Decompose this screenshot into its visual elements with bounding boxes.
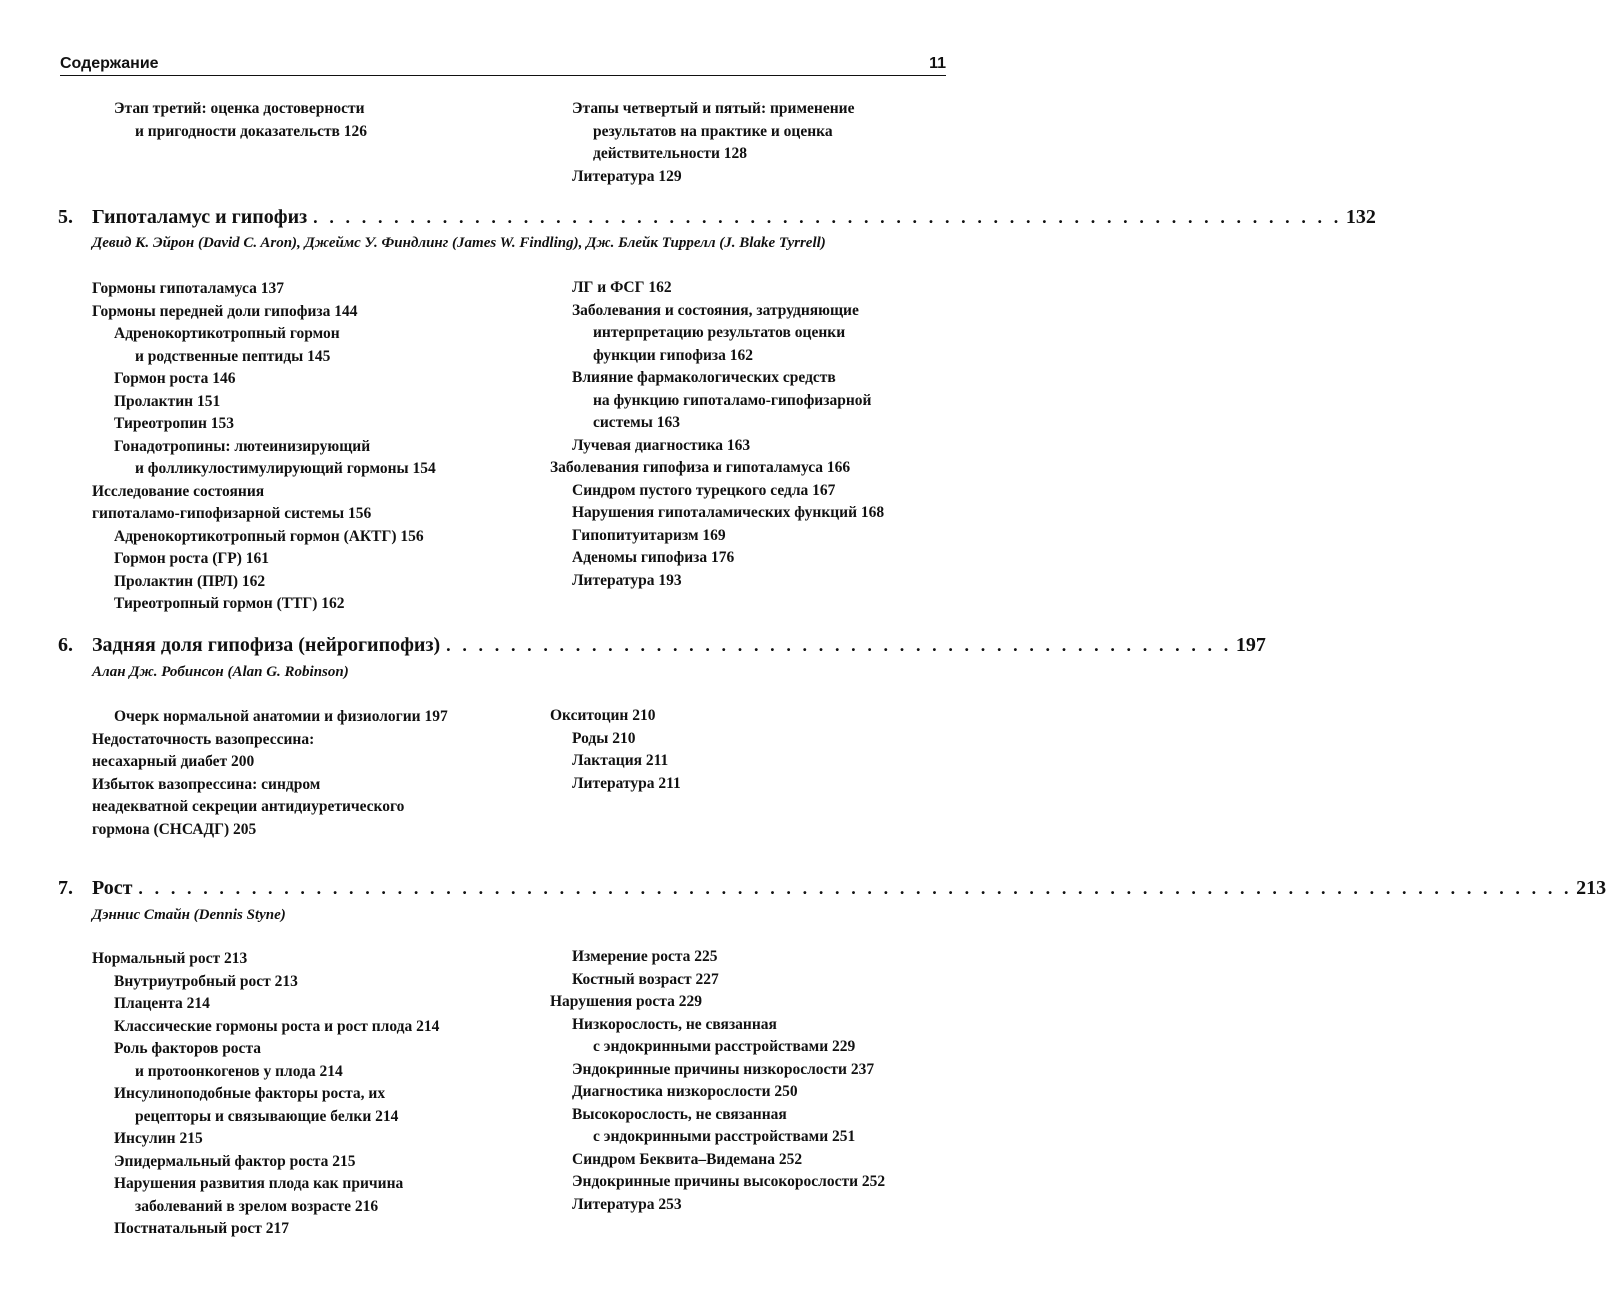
toc-entry: Гонадотропины: лютеинизирующий (114, 437, 371, 455)
chapter-number: 5. (58, 206, 73, 228)
toc-entry: Классические гормоны роста и рост плода 214 (114, 1017, 440, 1035)
toc-entry: Пролактин 151 (114, 392, 221, 410)
toc-entry: действительности 128 (593, 145, 748, 162)
toc-entry: Лактация 211 (572, 752, 669, 769)
toc-entry: Гипопитуитаризм 169 (572, 526, 726, 544)
chapter-number: 6. (58, 634, 73, 656)
toc-entry: Литература 211 (572, 774, 681, 792)
toc-entry: Нарушения развития плода как причина (114, 1175, 404, 1192)
toc-entry: Инсулин 215 (114, 1130, 203, 1147)
toc-entry: Тиреотропный гормон (ТТГ) 162 (114, 595, 345, 612)
toc-entry: Этап третий: оценка достоверности (114, 100, 365, 117)
leader-dots: . . . . . . . . . . . . . . . . . . . . . . . . . . . . . . . . . . . . . . . . . . . . . . . . . . . . . . . . . . . . . . . . (313, 207, 1342, 227)
toc-entry: Этапы четвертый и пятый: применение (572, 100, 855, 117)
toc-entry: результатов на практике и оценка (593, 122, 833, 140)
toc-entry: Исследование состояния (92, 482, 265, 500)
toc-entry: Адренокортикотропный гормон (114, 325, 340, 342)
chapter6-right-column (550, 705, 970, 795)
toc-entry: Тиреотропин 153 (114, 415, 235, 432)
toc-entry: и пригодности доказательств 126 (135, 122, 368, 140)
toc-entry: Гормоны гипоталамуса 137 (92, 280, 285, 297)
toc-entry: Синдром пустого турецкого седла 167 (572, 481, 836, 499)
toc-entry: рецепторы и связывающие белки 214 (135, 1107, 399, 1125)
chapter4-left-column (92, 98, 512, 143)
chapter-6-heading (58, 634, 1266, 660)
toc-entry: и родственные пептиды 145 (135, 347, 331, 365)
toc-entry: Инсулиноподобные факторы роста, их (114, 1085, 386, 1102)
toc-entry: Лучевая диагностика 163 (572, 436, 751, 454)
toc-entry: Высокорослость, не связанная (572, 1105, 787, 1123)
chapter5-left-column (92, 278, 512, 616)
toc-entry: Адренокортикотропный гормон (АКТГ) 156 (114, 527, 424, 545)
toc-entry: Гормон роста 146 (114, 370, 236, 387)
chapter-6-authors: Алан Дж. Робинсон (Alan G. Robinson) (92, 664, 349, 680)
toc-entry: Нормальный рост 213 (92, 950, 248, 967)
chapter-title: Рост (92, 877, 133, 899)
toc-entry: заболеваний в зрелом возрасте 216 (135, 1197, 379, 1215)
toc-entry: Нарушения роста 229 (550, 993, 702, 1010)
chapter-title: Гипоталамус и гипофиз (92, 206, 308, 228)
chapter7-left-column (92, 948, 512, 1241)
toc-entry: Роды 210 (572, 729, 636, 747)
toc-entry: неадекватной секреции антидиуретического (92, 798, 405, 815)
running-head-title: Содержание (60, 55, 159, 72)
toc-entry: Литература 253 (572, 1195, 682, 1213)
chapter-5-authors: Девид К. Эйрон (David C. Aron), Джеймс У. Финдлинг (James W. Findling), Дж. Блейк Тиррелл (J. Blake Tyrrell) (92, 235, 826, 251)
toc-entry: Эпидермальный фактор роста 215 (114, 1152, 356, 1170)
toc-entry: несахарный диабет 200 (92, 753, 255, 770)
chapter-page: 132 (1345, 206, 1376, 228)
toc-entry: на функцию гипоталамо-гипофизарной (593, 391, 872, 409)
toc-entry: Диагностика низкорослости 250 (572, 1083, 798, 1100)
toc-entry: с эндокринными расстройствами 251 (593, 1128, 856, 1145)
toc-entry: Плацента 214 (114, 995, 210, 1012)
page-number: 11 (929, 55, 946, 72)
toc-entry: Нарушения гипоталамических функций 168 (572, 504, 885, 521)
toc-entry: Низкорослость, не связанная (572, 1015, 777, 1033)
toc-entry: Гормон роста (ГР) 161 (114, 550, 269, 567)
toc-entry: Литература 129 (572, 167, 682, 185)
toc-entry: Внутриутробный рост 213 (114, 972, 298, 990)
chapter-page: 197 (1235, 634, 1266, 656)
toc-entry: Костный возраст 227 (572, 970, 719, 988)
toc-entry: системы 163 (593, 414, 680, 431)
chapter7-right-column (550, 946, 970, 1216)
toc-entry: функции гипофиза 162 (593, 346, 754, 364)
toc-entry: ЛГ и ФСГ 162 (572, 279, 672, 296)
running-head (60, 55, 946, 76)
toc-entry: и фолликулостимулирующий гормоны 154 (135, 460, 436, 477)
toc-entry: Очерк нормальной анатомии и физиологии 197 (114, 708, 448, 725)
toc-entry: Постнатальный рост 217 (114, 1220, 289, 1237)
chapter-7-authors: Дэннис Стайн (Dennis Styne) (92, 907, 286, 923)
toc-entry: с эндокринными расстройствами 229 (593, 1038, 856, 1055)
chapter4-right-column (550, 98, 970, 188)
leader-dots: . . . . . . . . . . . . . . . . . . . . . . . . . . . . . . . . . . . . . . . . . . . . . . . . . (446, 635, 1232, 655)
chapter5-right-column (550, 277, 970, 592)
toc-entry: Литература 193 (572, 571, 682, 589)
leader-dots: . . . . . . . . . . . . . . . . . . . . . . . . . . . . . . . . . . . . . . . . . . . . . . . . . . . . . . . . . . . . . . . . . . . . . . . . . . . . . . . . . . . . . . . . . (138, 878, 1573, 898)
toc-entry: гормона (СНСАДГ) 205 (92, 820, 257, 838)
chapter-7-heading (58, 877, 1606, 903)
toc-entry: Аденомы гипофиза 176 (572, 549, 735, 566)
toc-entry: и протоонкогенов у плода 214 (135, 1062, 343, 1080)
toc-entry: Заболевания и состояния, затрудняющие (572, 301, 859, 319)
toc-entry: Окситоцин 210 (550, 707, 656, 724)
toc-entry: Эндокринные причины низкорослости 237 (572, 1060, 875, 1078)
toc-entry: Избыток вазопрессина: синдром (92, 775, 321, 793)
toc-entry: Заболевания гипофиза и гипоталамуса 166 (550, 459, 851, 476)
chapter-5-heading (58, 206, 1376, 232)
chapter6-left-column (92, 706, 512, 841)
toc-entry: Гормоны передней доли гипофиза 144 (92, 302, 358, 320)
toc-entry: Эндокринные причины высокорослости 252 (572, 1173, 886, 1190)
chapter-page: 213 (1576, 877, 1606, 899)
toc-entry: гипоталамо-гипофизарной системы 156 (92, 505, 372, 522)
toc-entry: Синдром Беквита–Видемана 252 (572, 1150, 803, 1168)
toc-entry: Недостаточность вазопрессина: (92, 730, 315, 748)
toc-entry: Роль факторов роста (114, 1040, 261, 1057)
chapter-number: 7. (58, 877, 73, 899)
toc-entry: Измерение роста 225 (572, 948, 718, 965)
chapter-title: Задняя доля гипофиза (нейрогипофиз) (92, 634, 441, 656)
toc-entry: Влияние фармакологических средств (572, 369, 836, 386)
toc-entry: интерпретацию результатов оценки (593, 324, 846, 341)
toc-entry: Пролактин (ПРЛ) 162 (114, 572, 266, 590)
